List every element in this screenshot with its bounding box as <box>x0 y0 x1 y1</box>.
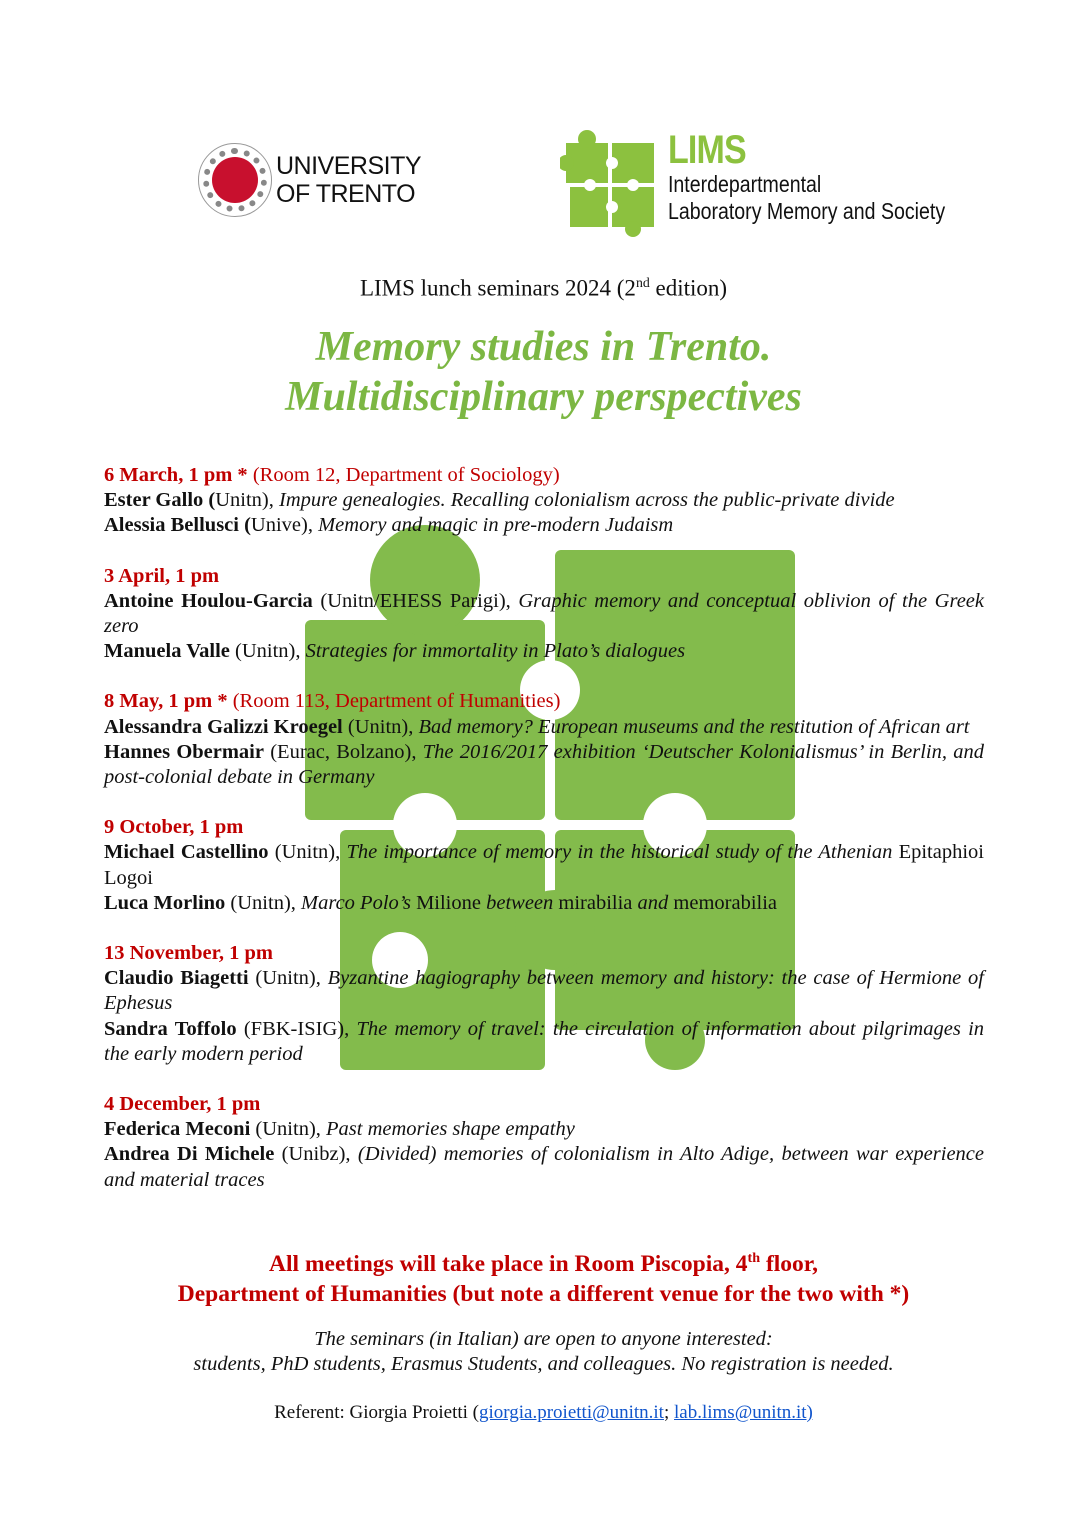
talk-title: Bad memory? European museums and the restitution of African art <box>418 715 970 738</box>
session-venue: (Room 113, Department of Humanities) <box>227 690 561 713</box>
speaker-name: Sandra Toffolo <box>104 1017 237 1040</box>
session <box>104 463 984 539</box>
talk-title: The 2016/2017 exhibition ‘Deutscher Kolonialismus’ in Berlin, and post-colonial debate in Germany <box>104 740 984 789</box>
notice-line1: All meetings will take place in Room Piscopia, 4 <box>269 1250 748 1277</box>
university-name-line2: OF TRENTO <box>276 180 416 208</box>
speaker-name: Alessia Bellusci ( <box>104 514 251 537</box>
talk <box>104 513 984 538</box>
session <box>104 1092 984 1193</box>
page-title <box>0 322 1087 422</box>
talk-title: Strategies for immortality in Plato’s dialogues <box>305 640 686 663</box>
talk <box>104 589 984 639</box>
talk-title: (Divided) memories of colonialism in Alto Adige, between war experience and material traces <box>104 1143 984 1191</box>
session-date: 13 November, 1 pm <box>104 942 273 965</box>
talk-title: Memory and magic in pre-modern Judaism <box>318 514 674 537</box>
speaker-name: Hannes Obermair <box>104 740 264 763</box>
talk <box>104 1142 984 1192</box>
talk-title: The importance of memory in the historical study of the Athenian <box>346 841 893 864</box>
speaker-affiliation: (Eurac, Bolzano), <box>263 740 423 763</box>
talk-title: Graphic memory and conceptual oblivion of the Greek zero <box>104 589 984 638</box>
session <box>104 564 984 665</box>
session-venue: (Room 12, Department of Sociology) <box>247 464 560 486</box>
speaker-affiliation: Unive), <box>250 514 319 537</box>
lims-logo <box>560 129 994 237</box>
talk-title: Marco Polo’s <box>301 891 411 914</box>
talk-title: mirabilia <box>553 891 638 914</box>
speaker-name: Claudio Biagetti <box>104 967 249 990</box>
lims-title: LIMS <box>668 128 746 172</box>
session <box>104 815 984 916</box>
speaker-affiliation: (Unitn), <box>250 1118 327 1141</box>
speaker-affiliation: Unitn), <box>215 489 279 512</box>
session-date-line <box>104 689 984 714</box>
notice-sup: th <box>747 1250 761 1266</box>
session-date: 9 October, 1 pm <box>104 816 244 839</box>
lims-subtitle-line1: Interdepartmental <box>668 171 822 197</box>
title-line2: Multidisciplinary perspectives <box>285 374 802 420</box>
talk-title: Milione <box>410 891 487 914</box>
session-date-line <box>104 1092 984 1117</box>
talk-title: and <box>637 891 669 914</box>
talk-title: Impure genealogies. Recalling colonialism across the public-private divide <box>279 489 895 512</box>
speaker-affiliation: (Unitn), <box>248 967 328 990</box>
session-date: 3 April, 1 pm <box>104 564 220 587</box>
session-date: 6 March, 1 pm * <box>104 464 248 486</box>
talk-title: Epitaphioi Logoi <box>104 841 984 889</box>
talk <box>104 639 984 664</box>
notice-line2: Department of Humanities (but note a different venue for the two with *) <box>177 1280 910 1307</box>
speaker-name: Alessandra Galizzi Kroegel <box>104 715 343 738</box>
talk <box>104 1017 984 1067</box>
session <box>104 941 984 1067</box>
referent-sep: ; <box>663 1402 674 1423</box>
speaker-affiliation: (Unibz), <box>274 1143 358 1166</box>
email-link-giorgia[interactable]: giorgia.proietti@unitn.it <box>479 1402 664 1423</box>
talk-title: between <box>486 891 554 914</box>
referent <box>0 1402 1087 1424</box>
speaker-affiliation: (Unitn), <box>268 841 347 864</box>
email-link-lab[interactable]: lab.lims@unitn.it) <box>674 1402 813 1423</box>
title-line1: Memory studies in Trento. <box>315 324 772 370</box>
session-date: 4 December, 1 pm <box>104 1093 261 1116</box>
open-line2: students, PhD students, Erasmus Students, and colleagues. No registration is needed. <box>193 1353 894 1375</box>
speaker-affiliation: (Unitn), <box>229 640 306 663</box>
talk-title: Past memories shape empathy <box>326 1118 575 1141</box>
speaker-name: Michael Castellino <box>104 841 269 864</box>
talk <box>104 891 984 916</box>
speaker-name: Luca Morlino <box>104 891 226 914</box>
speaker-affiliation: (Unitn), <box>342 715 419 738</box>
subtitle-text: LIMS lunch seminars 2024 (2 <box>359 275 636 301</box>
talk <box>104 715 984 740</box>
session-date-line <box>104 941 984 966</box>
talk-title: Byzantine hagiography between memory and history: the case of Hermione of Ephesus <box>104 967 984 1015</box>
referent-label: Referent: Giorgia Proietti ( <box>274 1402 479 1423</box>
speaker-affiliation: (Unitn/EHESS Parigi), <box>312 589 519 612</box>
speaker-name: Ester Gallo ( <box>104 489 216 512</box>
talk <box>104 740 984 790</box>
session-date-line <box>104 564 984 589</box>
university-seal-icon <box>198 143 272 217</box>
open-info <box>0 1327 1087 1377</box>
lims-subtitle-line2: Laboratory Memory and Society <box>668 198 946 224</box>
speaker-name: Federica Meconi <box>104 1118 251 1141</box>
venue-notice <box>0 1243 1087 1309</box>
session-date: 8 May, 1 pm * <box>104 690 228 713</box>
speaker-affiliation: (FBK-ISIG), <box>236 1017 357 1040</box>
university-of-trento-logo <box>198 143 421 217</box>
speaker-name: Andrea Di Michele <box>104 1143 275 1166</box>
speaker-name: Manuela Valle <box>104 640 230 663</box>
speaker-name: Antoine Houlou-Garcia <box>104 589 313 612</box>
talk-title: memorabilia <box>668 891 778 914</box>
session-date-line <box>104 815 984 840</box>
puzzle-logo-icon <box>560 129 660 237</box>
series-subtitle <box>0 275 1087 302</box>
open-line1: The seminars (in Italian) are open to anyone interested: <box>314 1328 773 1350</box>
talk <box>104 1117 984 1142</box>
talk-title: The memory of travel: the circulation of information about pilgrimages in the early modern period <box>104 1017 985 1065</box>
logos <box>0 125 1087 245</box>
university-name-line1: UNIVERSITY <box>276 152 422 180</box>
session <box>104 689 984 790</box>
notice-line1-end: floor, <box>760 1250 818 1277</box>
talk <box>104 840 984 890</box>
speaker-affiliation: (Unitn), <box>225 891 302 914</box>
seminar-schedule <box>104 463 984 1218</box>
talk <box>104 488 984 513</box>
subtitle-sup: nd <box>635 275 650 290</box>
subtitle-text-end: edition) <box>649 275 728 301</box>
session-date-line <box>104 463 984 488</box>
talk <box>104 966 984 1016</box>
